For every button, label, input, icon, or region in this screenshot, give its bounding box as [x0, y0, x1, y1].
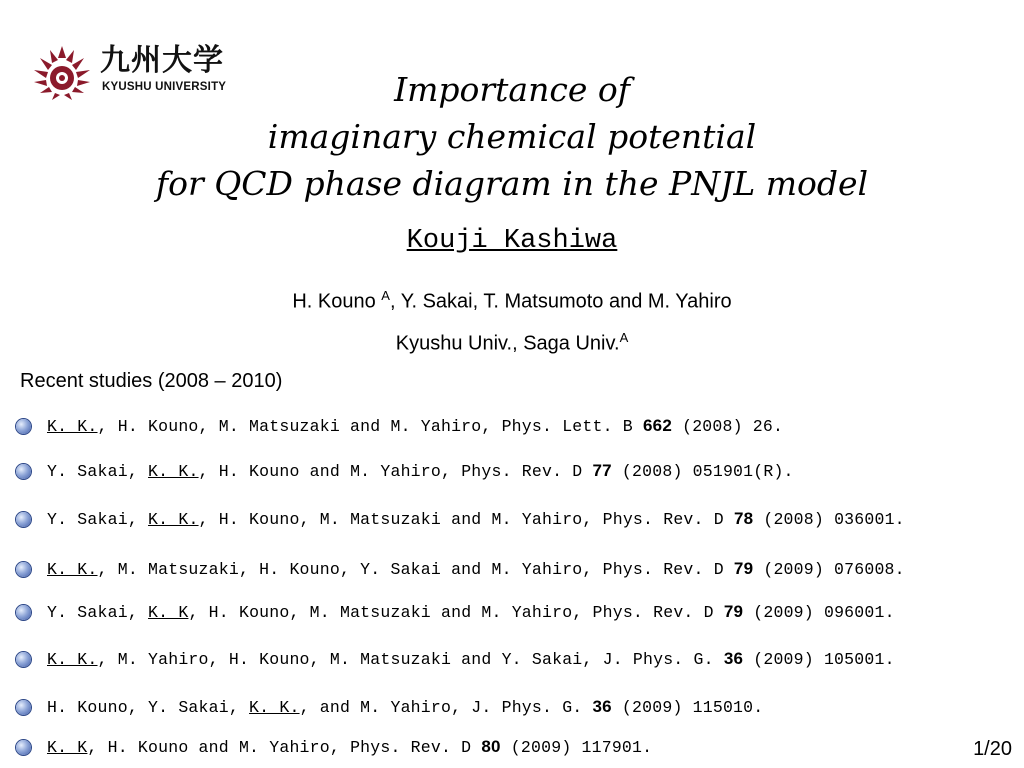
ref-body: , and M. Yahiro, J. Phys. G. [299, 698, 593, 717]
bullet-icon [16, 562, 31, 577]
bullet-icon [16, 512, 31, 527]
reference-text [47, 697, 763, 717]
page-number: 1/20 [973, 738, 1012, 760]
bullet-icon [16, 700, 31, 715]
ref-body: , H. Kouno, M. Matsuzaki and M. Yahiro, Phys. Rev. D [188, 603, 724, 622]
ref-suffix: (2008) 051901(R). [611, 462, 794, 481]
ref-volume: 77 [592, 461, 612, 480]
logo-university-name: KYUSHU UNIVERSITY [102, 81, 227, 93]
ref-body: , H. Kouno, M. Matsuzaki and M. Yahiro, Phys. Lett. B [97, 417, 644, 436]
ref-volume: 36 [592, 697, 612, 716]
ref-suffix: (2008) 036001. [753, 510, 905, 529]
reference-text [47, 416, 783, 436]
ref-self-author: K. K [47, 738, 88, 757]
author-first-affil-mark: A [381, 288, 390, 303]
title-line-3: for QCD phase diagram in the PNJL model [155, 164, 869, 203]
reference-item [16, 556, 905, 582]
ref-suffix: (2008) 26. [671, 417, 784, 436]
ref-self-author: K. K. [249, 698, 300, 717]
presenter-name: Kouji Kashiwa [406, 226, 618, 256]
bullet-icon [16, 605, 31, 620]
ref-volume: 79 [733, 559, 754, 578]
author-first: H. Kouno [292, 290, 382, 313]
reference-item [16, 506, 905, 532]
ref-self-author: K. K. [148, 510, 199, 529]
ref-body: , M. Matsuzaki, H. Kouno, Y. Sakai and M. Yahiro, Phys. Rev. D [97, 560, 734, 579]
affiliation-mark: A [619, 330, 629, 345]
reference-text [47, 602, 895, 622]
co-authors [0, 288, 1024, 314]
bullet-icon [16, 740, 31, 755]
ref-suffix: (2009) 076008. [753, 560, 905, 579]
page-title [80, 66, 944, 207]
bullet-icon [16, 464, 31, 479]
affiliation [0, 330, 1024, 356]
title-line-1: Importance of [394, 70, 630, 109]
ref-self-author: K. K. [47, 650, 98, 669]
ref-volume: 36 [723, 649, 744, 668]
ref-suffix: (2009) 115010. [611, 698, 764, 717]
logo-kanji: 九州大学 [100, 43, 224, 78]
ref-self-author: K. K. [47, 417, 98, 436]
reference-item [16, 694, 763, 720]
ref-prefix: Y. Sakai, [47, 603, 149, 622]
reference-text [47, 559, 905, 579]
section-heading: Recent studies (2008 – 2010) [20, 370, 283, 392]
ref-suffix: (2009) 096001. [743, 603, 895, 622]
ref-prefix: Y. Sakai, [47, 510, 149, 529]
author-rest: , Y. Sakai, T. Matsumoto and M. Yahiro [389, 290, 732, 313]
ref-body: , H. Kouno, M. Matsuzaki and M. Yahiro, Phys. Rev. D [198, 510, 734, 529]
ref-suffix: (2009) 105001. [743, 650, 895, 669]
ref-self-author: K. K. [148, 462, 199, 481]
ref-body: , M. Yahiro, H. Kouno, M. Matsuzaki and Y. Sakai, J. Phys. G. [97, 650, 724, 669]
reference-item [16, 458, 794, 484]
ref-prefix: H. Kouno, Y. Sakai, [47, 698, 250, 717]
reference-text [47, 509, 905, 529]
ref-suffix: (2009) 117901. [500, 738, 653, 757]
reference-item [16, 734, 652, 760]
reference-item [16, 599, 895, 625]
reference-text [47, 649, 895, 669]
reference-item [16, 413, 783, 439]
bullet-icon [16, 419, 31, 434]
ref-volume: 78 [733, 509, 754, 528]
reference-item [16, 646, 895, 672]
ref-body: , H. Kouno and M. Yahiro, Phys. Rev. D [87, 738, 482, 757]
ref-body: , H. Kouno and M. Yahiro, Phys. Rev. D [198, 462, 593, 481]
ref-volume: 80 [481, 737, 501, 756]
title-line-2: imaginary chemical potential [267, 117, 757, 156]
affiliation-text: Kyushu Univ., Saga Univ. [395, 332, 620, 355]
reference-text [47, 461, 794, 481]
ref-self-author: K. K. [47, 560, 98, 579]
ref-self-author: K. K [148, 603, 189, 622]
reference-text [47, 737, 652, 757]
bullet-icon [16, 652, 31, 667]
ref-volume: 662 [643, 416, 672, 435]
ref-prefix: Y. Sakai, [47, 462, 149, 481]
ref-volume: 79 [723, 602, 744, 621]
